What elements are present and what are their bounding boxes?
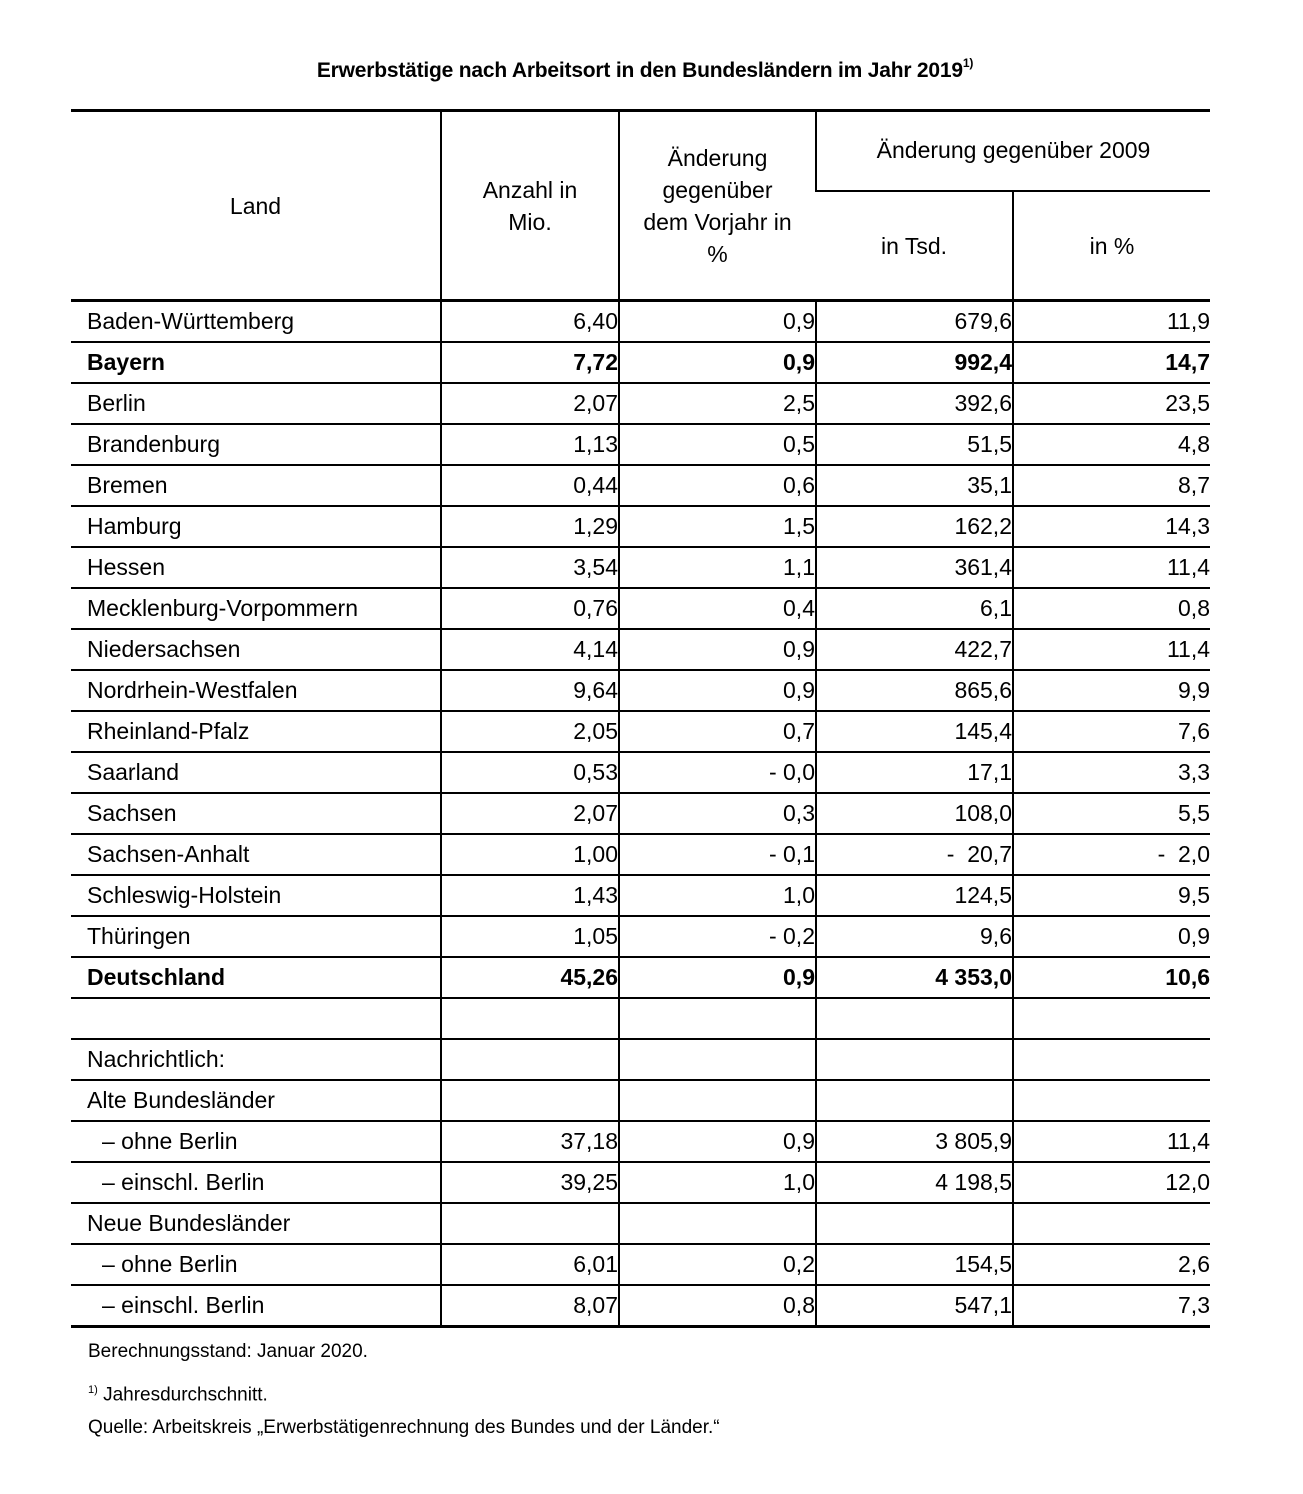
- table-row: [71, 834, 1210, 875]
- table-row: [71, 1039, 1210, 1080]
- cell-vorjahr: 0,9: [619, 1121, 816, 1162]
- cell-land: Sachsen: [71, 793, 441, 834]
- cell-pct: [1013, 1203, 1210, 1244]
- cell-vorjahr: 1,1: [619, 547, 816, 588]
- cell-anzahl: 6,40: [441, 301, 619, 343]
- cell-pct: 11,4: [1013, 547, 1210, 588]
- cell-tsd: - 20,7: [816, 834, 1013, 875]
- cell-tsd: 35,1: [816, 465, 1013, 506]
- cell-tsd: [816, 1080, 1013, 1121]
- cell-land: Saarland: [71, 752, 441, 793]
- header-group-2009: Änderung gegenüber 2009: [816, 111, 1210, 192]
- cell-vorjahr: [619, 1039, 816, 1080]
- cell-anzahl: 1,13: [441, 424, 619, 465]
- cell-land: Brandenburg: [71, 424, 441, 465]
- table-row: [71, 1203, 1210, 1244]
- cell-vorjahr: [619, 1203, 816, 1244]
- cell-tsd: [816, 1203, 1013, 1244]
- note-stand: Berechnungsstand: Januar 2020.: [88, 1341, 368, 1362]
- table-row: [71, 670, 1210, 711]
- cell-vorjahr: 1,0: [619, 1162, 816, 1203]
- employment-table: [71, 109, 1210, 1328]
- cell-land: Rheinland-Pfalz: [71, 711, 441, 752]
- cell-land: – ohne Berlin: [71, 1244, 441, 1285]
- cell-anzahl: 1,43: [441, 875, 619, 916]
- cell-vorjahr: 0,9: [619, 342, 816, 383]
- cell-pct: 14,3: [1013, 506, 1210, 547]
- cell-anzahl: 3,54: [441, 547, 619, 588]
- footnote-text: Jahresdurchschnitt.: [103, 1384, 268, 1406]
- cell-tsd: 9,6: [816, 916, 1013, 957]
- footnote-mark: 1): [88, 1384, 98, 1396]
- cell-tsd: 162,2: [816, 506, 1013, 547]
- cell-vorjahr: [619, 998, 816, 1039]
- cell-tsd: 547,1: [816, 1285, 1013, 1327]
- header-vorjahr: [619, 111, 816, 301]
- cell-tsd: 679,6: [816, 301, 1013, 343]
- cell-vorjahr: 0,9: [619, 629, 816, 670]
- cell-anzahl: 1,29: [441, 506, 619, 547]
- cell-tsd: 51,5: [816, 424, 1013, 465]
- cell-pct: 0,9: [1013, 916, 1210, 957]
- cell-anzahl: 9,64: [441, 670, 619, 711]
- cell-anzahl: 4,14: [441, 629, 619, 670]
- cell-pct: 4,8: [1013, 424, 1210, 465]
- cell-land: – einschl. Berlin: [71, 1285, 441, 1327]
- cell-land: Nordrhein-Westfalen: [71, 670, 441, 711]
- cell-land: Deutschland: [71, 957, 441, 998]
- table-row: [71, 424, 1210, 465]
- cell-pct: 9,9: [1013, 670, 1210, 711]
- cell-tsd: [816, 1039, 1013, 1080]
- cell-land: Hamburg: [71, 506, 441, 547]
- cell-pct: 0,8: [1013, 588, 1210, 629]
- title-text: Erwerbstätige nach Arbeitsort in den Bundesländern im Jahr 2019: [316, 59, 963, 82]
- cell-land: Schleswig-Holstein: [71, 875, 441, 916]
- cell-pct: 3,3: [1013, 752, 1210, 793]
- table-row: [71, 998, 1210, 1039]
- cell-tsd: 6,1: [816, 588, 1013, 629]
- cell-tsd: 3 805,9: [816, 1121, 1013, 1162]
- cell-tsd: [816, 998, 1013, 1039]
- table-row: [71, 588, 1210, 629]
- page-title: [0, 58, 1290, 83]
- cell-anzahl: 37,18: [441, 1121, 619, 1162]
- cell-tsd: 17,1: [816, 752, 1013, 793]
- cell-land: [71, 998, 441, 1039]
- table-body: [71, 301, 1210, 1327]
- table-row: [71, 342, 1210, 383]
- cell-tsd: 124,5: [816, 875, 1013, 916]
- cell-vorjahr: 1,0: [619, 875, 816, 916]
- cell-anzahl: 2,07: [441, 793, 619, 834]
- table-row: [71, 711, 1210, 752]
- cell-anzahl: 39,25: [441, 1162, 619, 1203]
- cell-vorjahr: [619, 1080, 816, 1121]
- cell-vorjahr: 0,9: [619, 670, 816, 711]
- cell-anzahl: 6,01: [441, 1244, 619, 1285]
- title-footnote-mark: 1): [962, 56, 974, 70]
- cell-anzahl: 45,26: [441, 957, 619, 998]
- cell-tsd: 865,6: [816, 670, 1013, 711]
- cell-land: – ohne Berlin: [71, 1121, 441, 1162]
- cell-pct: - 2,0: [1013, 834, 1210, 875]
- cell-pct: 10,6: [1013, 957, 1210, 998]
- cell-pct: 11,4: [1013, 1121, 1210, 1162]
- cell-land: Thüringen: [71, 916, 441, 957]
- cell-vorjahr: 2,5: [619, 383, 816, 424]
- cell-anzahl: [441, 1039, 619, 1080]
- header-vorjahr-text: Änderung gegenüber dem Vorjahr in %: [643, 144, 792, 267]
- cell-tsd: 108,0: [816, 793, 1013, 834]
- cell-anzahl: 0,44: [441, 465, 619, 506]
- cell-tsd: 361,4: [816, 547, 1013, 588]
- table-row: [71, 1244, 1210, 1285]
- cell-anzahl: 0,53: [441, 752, 619, 793]
- cell-land: Bayern: [71, 342, 441, 383]
- table-row: [71, 752, 1210, 793]
- cell-vorjahr: 0,9: [619, 301, 816, 343]
- header-anzahl-text: Anzahl in Mio.: [482, 176, 578, 235]
- cell-land: Sachsen-Anhalt: [71, 834, 441, 875]
- cell-anzahl: [441, 998, 619, 1039]
- cell-land: Alte Bundesländer: [71, 1080, 441, 1121]
- cell-land: Neue Bundesländer: [71, 1203, 441, 1244]
- table-row: [71, 1162, 1210, 1203]
- cell-vorjahr: 0,5: [619, 424, 816, 465]
- cell-pct: 12,0: [1013, 1162, 1210, 1203]
- table-row: [71, 1285, 1210, 1327]
- cell-vorjahr: - 0,2: [619, 916, 816, 957]
- header-tsd: in Tsd.: [816, 191, 1013, 301]
- cell-anzahl: 1,05: [441, 916, 619, 957]
- cell-anzahl: 1,00: [441, 834, 619, 875]
- table-row: [71, 547, 1210, 588]
- cell-tsd: 4 353,0: [816, 957, 1013, 998]
- cell-vorjahr: 0,6: [619, 465, 816, 506]
- table-row: [71, 875, 1210, 916]
- note-source: Quelle: Arbeitskreis „Erwerbstätigenrechnung des Bundes und der Länder.“: [88, 1417, 720, 1438]
- cell-vorjahr: 1,5: [619, 506, 816, 547]
- cell-vorjahr: 0,2: [619, 1244, 816, 1285]
- cell-pct: 11,9: [1013, 301, 1210, 343]
- cell-pct: 9,5: [1013, 875, 1210, 916]
- cell-vorjahr: - 0,0: [619, 752, 816, 793]
- cell-anzahl: [441, 1080, 619, 1121]
- cell-pct: 2,6: [1013, 1244, 1210, 1285]
- table-row: [71, 1080, 1210, 1121]
- cell-tsd: 392,6: [816, 383, 1013, 424]
- cell-pct: 8,7: [1013, 465, 1210, 506]
- table-row: [71, 916, 1210, 957]
- cell-pct: 5,5: [1013, 793, 1210, 834]
- cell-anzahl: [441, 1203, 619, 1244]
- cell-pct: [1013, 1039, 1210, 1080]
- cell-anzahl: 2,05: [441, 711, 619, 752]
- cell-vorjahr: 0,9: [619, 957, 816, 998]
- cell-land: – einschl. Berlin: [71, 1162, 441, 1203]
- cell-land: Bremen: [71, 465, 441, 506]
- cell-vorjahr: 0,7: [619, 711, 816, 752]
- cell-tsd: 4 198,5: [816, 1162, 1013, 1203]
- cell-tsd: 422,7: [816, 629, 1013, 670]
- table-row: [71, 301, 1210, 343]
- cell-pct: 7,3: [1013, 1285, 1210, 1327]
- header-anzahl: [441, 111, 619, 301]
- table-row: [71, 1121, 1210, 1162]
- table-row: [71, 793, 1210, 834]
- table-row: [71, 383, 1210, 424]
- cell-anzahl: 8,07: [441, 1285, 619, 1327]
- table-row: [71, 629, 1210, 670]
- cell-pct: 11,4: [1013, 629, 1210, 670]
- cell-land: Mecklenburg-Vorpommern: [71, 588, 441, 629]
- cell-tsd: 154,5: [816, 1244, 1013, 1285]
- note-footnote: [88, 1378, 720, 1416]
- cell-pct: 14,7: [1013, 342, 1210, 383]
- cell-anzahl: 0,76: [441, 588, 619, 629]
- header-land: Land: [71, 111, 441, 301]
- cell-vorjahr: 0,3: [619, 793, 816, 834]
- cell-land: Niedersachsen: [71, 629, 441, 670]
- table-row: [71, 465, 1210, 506]
- cell-anzahl: 7,72: [441, 342, 619, 383]
- cell-land: Baden-Württemberg: [71, 301, 441, 343]
- cell-land: Berlin: [71, 383, 441, 424]
- header-pct: in %: [1013, 191, 1210, 301]
- cell-pct: [1013, 1080, 1210, 1121]
- cell-vorjahr: - 0,1: [619, 834, 816, 875]
- cell-tsd: 992,4: [816, 342, 1013, 383]
- cell-anzahl: 2,07: [441, 383, 619, 424]
- notes: [88, 1340, 720, 1454]
- cell-pct: 23,5: [1013, 383, 1210, 424]
- cell-vorjahr: 0,8: [619, 1285, 816, 1327]
- cell-land: Nachrichtlich:: [71, 1039, 441, 1080]
- cell-pct: 7,6: [1013, 711, 1210, 752]
- cell-vorjahr: 0,4: [619, 588, 816, 629]
- table-row: [71, 506, 1210, 547]
- table-row: [71, 957, 1210, 998]
- cell-pct: [1013, 998, 1210, 1039]
- cell-tsd: 145,4: [816, 711, 1013, 752]
- cell-land: Hessen: [71, 547, 441, 588]
